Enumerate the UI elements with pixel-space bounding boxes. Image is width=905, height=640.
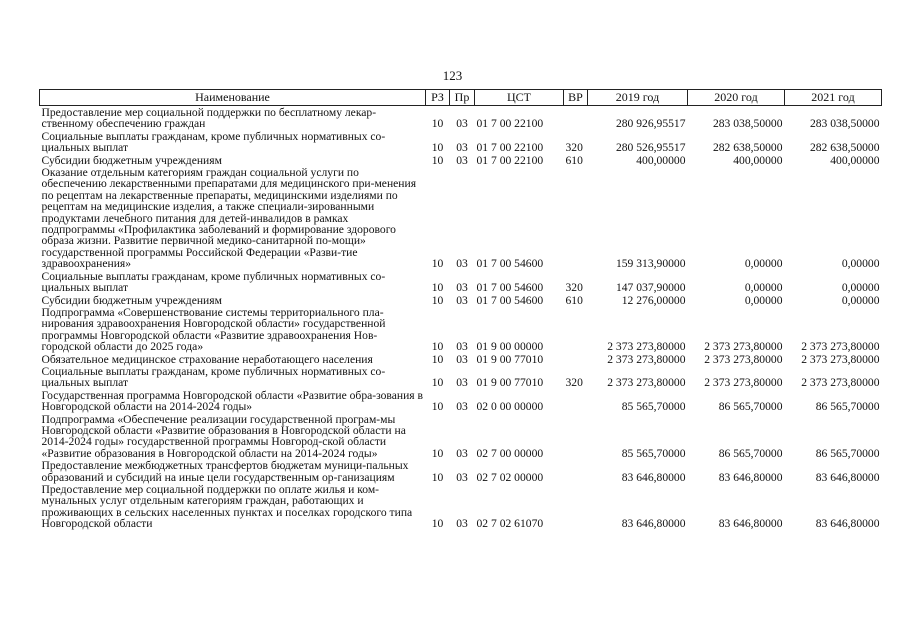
cell-rz: 10 bbox=[431, 340, 444, 354]
cell-y2019: 2 373 273,80000 bbox=[607, 352, 686, 366]
cell-name: Обязательное медицинское страхование неработающего населения bbox=[41, 352, 373, 366]
cell-name: Подпрограмма «Совершенствование системы территориального пла-нирования здравоохранения Новгородской области» государственной программы Новгородской области «Развитие здравоохранения Нов-городской области до 2025 года» bbox=[41, 305, 386, 354]
table-row bbox=[40, 353, 882, 365]
cell-y2019: 83 646,80000 bbox=[621, 470, 686, 484]
cell-pr: 03 bbox=[456, 340, 468, 354]
cell-rz: 10 bbox=[431, 141, 444, 155]
cell-y2019: 159 313,90000 bbox=[615, 257, 686, 271]
cell-y2019: 280 526,95517 bbox=[615, 141, 686, 155]
cell-cst: 01 9 00 77010 bbox=[476, 376, 544, 390]
cell-cst: 01 7 00 54600 bbox=[476, 257, 544, 271]
table-row bbox=[40, 166, 882, 270]
col-header-cst: ЦСТ bbox=[475, 90, 564, 106]
cell-pr: 03 bbox=[456, 517, 468, 531]
cell-y2020: 282 638,50000 bbox=[712, 141, 783, 155]
cell-y2019: 85 565,70000 bbox=[621, 446, 686, 460]
cell-y2019: 280 926,95517 bbox=[615, 117, 686, 131]
col-header-2020: 2020 год bbox=[688, 90, 785, 106]
cell-y2021: 2 373 273,80000 bbox=[801, 376, 880, 390]
table-row bbox=[40, 365, 882, 389]
col-header-name: Наименование bbox=[40, 90, 426, 106]
cell-y2020: 86 565,70000 bbox=[718, 446, 783, 460]
table-row bbox=[40, 389, 882, 413]
cell-cst: 01 7 00 54600 bbox=[476, 281, 544, 295]
cell-cst: 02 7 02 00000 bbox=[476, 470, 544, 484]
cell-y2021: 0,00000 bbox=[841, 281, 880, 295]
cell-rz: 10 bbox=[431, 446, 444, 460]
cell-cst: 01 9 00 00000 bbox=[476, 340, 544, 354]
cell-vr bbox=[564, 389, 588, 413]
cell-name: Оказание отдельным категориям граждан социальной услуги по обеспечению лекарственными препаратами для медицинского при-менения по рецептам на лекарственные препараты, медицинскими изделиями по рецептам на медицинские изделия, а также специали-зированными продуктами лечебного питания для детей-инвалидов в рамках подпрограммы «Профилактика заболеваний и формирование здорового образа жизни. Развитие первичной медико-санитарной по-мощи» государственной программы Российской Федерации «Разви-тие здравоохранения» bbox=[41, 166, 417, 271]
cell-y2021: 83 646,80000 bbox=[815, 470, 880, 484]
cell-cst: 02 7 00 00000 bbox=[476, 446, 544, 460]
cell-y2020: 83 646,80000 bbox=[718, 470, 783, 484]
table-row bbox=[40, 130, 882, 154]
cell-vr bbox=[564, 483, 588, 530]
cell-rz: 10 bbox=[431, 153, 444, 167]
cell-rz: 10 bbox=[431, 470, 444, 484]
table-row bbox=[40, 306, 882, 353]
cell-pr: 03 bbox=[456, 352, 468, 366]
cell-cst: 02 0 00 00000 bbox=[476, 400, 544, 414]
cell-name: Социальные выплаты гражданам, кроме публичных нормативных со-циальных выплат bbox=[41, 364, 386, 390]
cell-pr: 03 bbox=[456, 153, 468, 167]
cell-rz: 10 bbox=[431, 293, 444, 307]
cell-pr: 03 bbox=[456, 376, 468, 390]
cell-y2020: 83 646,80000 bbox=[718, 517, 783, 531]
cell-rz: 10 bbox=[431, 376, 444, 390]
cell-name: Подпрограмма «Обеспечение реализации государственной програм-мы Новгородской области «Развитие образования в Новгородской области на 2014-2024 годы» государственной программы Новгород-ской области «Развитие образования в Новгородской области на 2014-2024 годы» bbox=[41, 412, 406, 460]
cell-y2020: 0,00000 bbox=[744, 281, 783, 295]
cell-y2021: 0,00000 bbox=[841, 293, 880, 307]
col-header-2021: 2021 год bbox=[785, 90, 882, 106]
cell-y2019: 400,00000 bbox=[636, 153, 686, 167]
table-row bbox=[40, 154, 882, 166]
cell-pr: 03 bbox=[456, 293, 468, 307]
cell-y2021: 2 373 273,80000 bbox=[801, 352, 880, 366]
cell-cst: 01 7 00 54600 bbox=[476, 293, 544, 307]
cell-rz: 10 bbox=[431, 400, 444, 414]
cell-y2020: 0,00000 bbox=[744, 293, 783, 307]
cell-y2020: 400,00000 bbox=[733, 153, 783, 167]
cell-y2021: 2 373 273,80000 bbox=[801, 340, 880, 354]
cell-y2021: 0,00000 bbox=[841, 257, 880, 271]
cell-rz: 10 bbox=[431, 352, 444, 366]
cell-y2019: 12 276,00000 bbox=[621, 293, 686, 307]
cell-pr: 03 bbox=[456, 470, 468, 484]
cell-pr: 03 bbox=[456, 257, 468, 271]
cell-vr bbox=[564, 106, 588, 130]
cell-y2020: 2 373 273,80000 bbox=[704, 376, 783, 390]
cell-cst: 01 9 00 77010 bbox=[476, 352, 544, 366]
cell-rz: 10 bbox=[431, 257, 444, 271]
table-body bbox=[40, 106, 882, 530]
table-row bbox=[40, 459, 882, 483]
cell-y2019: 2 373 273,80000 bbox=[607, 376, 686, 390]
cell-vr bbox=[564, 306, 588, 353]
cell-name: Субсидии бюджетным учреждениям bbox=[41, 153, 222, 167]
cell-cst: 01 7 00 22100 bbox=[476, 141, 544, 155]
cell-name: Предоставление мер социальной поддержки по оплате жилья и ком-мунальных услуг отдельным категориям граждан, работающих и проживающих в сельских населенных пунктах и поселках городского типа Новгородской области bbox=[41, 483, 413, 531]
cell-name: Предоставление мер социальной поддержки по бесплатному лекар-ственному обеспечению граждан bbox=[41, 106, 377, 131]
table-header bbox=[40, 90, 882, 106]
cell-pr: 03 bbox=[456, 117, 468, 131]
col-header-2019: 2019 год bbox=[588, 90, 688, 106]
cell-pr: 03 bbox=[456, 400, 468, 414]
cell-name: Социальные выплаты гражданам, кроме публичных нормативных со-циальных выплат bbox=[41, 129, 386, 155]
cell-y2020: 2 373 273,80000 bbox=[704, 352, 783, 366]
col-header-vr: ВР bbox=[564, 90, 588, 106]
cell-y2020: 283 038,50000 bbox=[712, 117, 783, 131]
cell-vr: 320 bbox=[565, 141, 583, 155]
cell-y2021: 282 638,50000 bbox=[809, 141, 880, 155]
cell-cst: 02 7 02 61070 bbox=[476, 517, 544, 531]
cell-vr bbox=[564, 459, 588, 483]
cell-pr: 03 bbox=[456, 281, 468, 295]
cell-y2019: 147 037,90000 bbox=[615, 281, 686, 295]
table-row bbox=[40, 413, 882, 460]
cell-y2019: 2 373 273,80000 bbox=[607, 340, 686, 354]
table-row bbox=[40, 294, 882, 306]
table-row bbox=[40, 483, 882, 530]
cell-vr: 320 bbox=[565, 376, 583, 390]
cell-cst: 01 7 00 22100 bbox=[476, 117, 544, 131]
budget-table bbox=[39, 89, 882, 530]
cell-y2019: 85 565,70000 bbox=[621, 400, 686, 414]
cell-y2021: 283 038,50000 bbox=[809, 117, 880, 131]
cell-vr bbox=[564, 413, 588, 460]
cell-vr: 610 bbox=[565, 153, 583, 167]
cell-pr: 03 bbox=[456, 141, 468, 155]
cell-y2020: 0,00000 bbox=[744, 257, 783, 271]
cell-cst: 01 7 00 22100 bbox=[476, 153, 544, 167]
table-row bbox=[40, 106, 882, 130]
cell-y2020: 86 565,70000 bbox=[718, 400, 783, 414]
cell-vr bbox=[564, 353, 588, 365]
cell-name: Предоставление межбюджетных трансфертов бюджетам муници-пальных образований и субсидий на иные цели государственным ор-ганизациям bbox=[41, 459, 409, 484]
cell-y2021: 83 646,80000 bbox=[815, 517, 880, 531]
cell-y2021: 400,00000 bbox=[830, 153, 880, 167]
cell-y2021: 86 565,70000 bbox=[815, 446, 880, 460]
cell-rz: 10 bbox=[431, 517, 444, 531]
col-header-pr: Пр bbox=[450, 90, 475, 106]
cell-name: Субсидии бюджетным учреждениям bbox=[41, 293, 222, 307]
col-header-rz: РЗ bbox=[426, 90, 450, 106]
cell-vr bbox=[564, 166, 588, 270]
table-row bbox=[40, 270, 882, 294]
cell-name: Социальные выплаты гражданам, кроме публичных нормативных со-циальных выплат bbox=[41, 269, 386, 295]
cell-y2020: 2 373 273,80000 bbox=[704, 340, 783, 354]
cell-y2021: 86 565,70000 bbox=[815, 400, 880, 414]
cell-y2019: 83 646,80000 bbox=[621, 517, 686, 531]
cell-rz: 10 bbox=[431, 117, 444, 131]
cell-pr: 03 bbox=[456, 446, 468, 460]
cell-vr: 610 bbox=[565, 293, 583, 307]
page-number: 123 bbox=[442, 68, 463, 83]
cell-rz: 10 bbox=[431, 281, 444, 295]
cell-vr: 320 bbox=[565, 281, 583, 295]
cell-name: Государственная программа Новгородской области «Развитие обра-зования в Новгородской области на 2014-2024 годы» bbox=[41, 388, 424, 414]
